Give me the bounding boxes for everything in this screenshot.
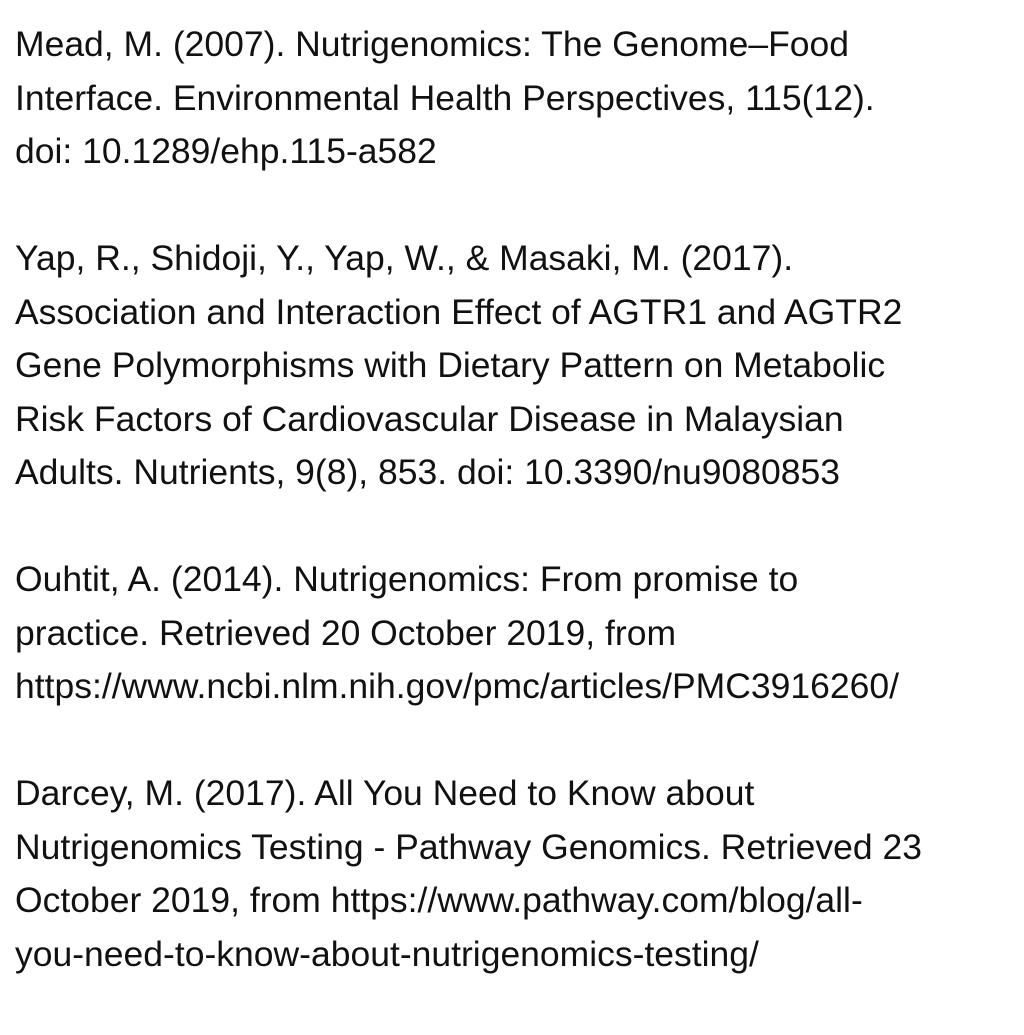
reference-line: doi: 10.1289/ehp.115-a582: [15, 131, 437, 171]
reference-line: Interface. Environmental Health Perspectives, 115(12).: [15, 77, 875, 118]
reference-entry-ouhtit: [15, 553, 1015, 714]
reference-list: [15, 18, 1015, 1035]
reference-line: Gene Polymorphisms with Dietary Pattern on Metabolic: [15, 345, 886, 385]
reference-line: https://www.ncbi.nlm.nih.gov/pmc/articles/PMC3916260/: [15, 666, 899, 706]
reference-line: Risk Factors of Cardiovascular Disease in Malaysian: [15, 398, 844, 439]
reference-line: you-need-to-know-about-nutrigenomics-testing/: [15, 933, 759, 974]
reference-line: Mead, M. (2007). Nutrigenomics: The Genome–Food: [15, 24, 849, 64]
reference-line: Yap, R., Shidoji, Y., Yap, W., & Masaki, M. (2017).: [15, 238, 794, 278]
reference-line: Nutrigenomics Testing - Pathway Genomics. Retrieved 23: [15, 826, 922, 867]
reference-entry-darcey: [15, 767, 1015, 981]
reference-line: October 2019, from https://www.pathway.com/blog/all-: [15, 880, 863, 920]
reference-line: Adults. Nutrients, 9(8), 853. doi: 10.3390/nu9080853: [15, 452, 840, 492]
reference-entry-mead: [15, 18, 1015, 179]
reference-line: Ouhtit, A. (2014). Nutrigenomics: From promise to: [15, 559, 799, 599]
reference-line: Association and Interaction Effect of AGTR1 and AGTR2: [15, 291, 903, 332]
reference-line: Darcey, M. (2017). All You Need to Know about: [15, 773, 755, 813]
reference-line: practice. Retrieved 20 October 2019, from: [15, 612, 677, 653]
reference-entry-yap: [15, 232, 1015, 500]
